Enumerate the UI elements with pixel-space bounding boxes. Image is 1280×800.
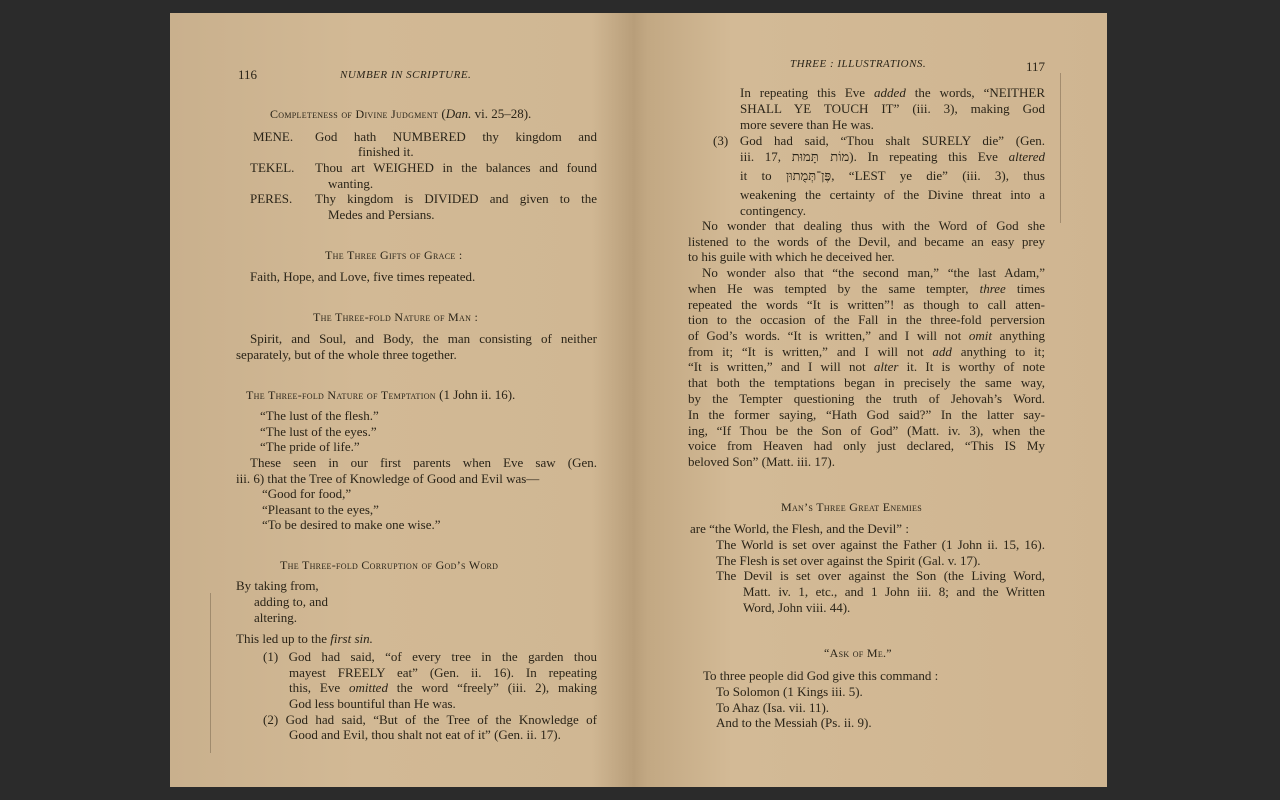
paragraph: it to פֶּן־תְּמֻתוּן, “LEST ye die” (iii. 3), thus [740,168,1045,184]
paragraph: No wonder also that “the second man,” “the last Adam,” [702,265,1045,280]
left-page [170,13,637,787]
paragraph: beloved Son” (Matt. iii. 17). [688,454,835,469]
paragraph: repeated the words “It is written”! as though to call atten- [688,297,1045,312]
paragraph: mayest FREELY eat” (Gen. ii. 16). In repeating [289,665,597,680]
paragraph: by the Tempter questioning the truth of Jehovah’s Word. [688,391,1045,406]
paragraph: Matt. iv. 1, etc., and 1 John iii. 8; and the Written [743,584,1045,599]
paragraph: contingency. [740,203,806,218]
section-heading: “Ask of Me.” [824,646,892,660]
page-number: 116 [238,67,258,82]
section-heading: The Three-fold Nature of Man : [313,310,479,324]
paragraph: The Devil is set over against the Son (the Living Word, [716,568,1045,583]
paragraph: weakening the certainty of the Divine threat into a [740,187,1045,202]
peres-label: PERES. [250,191,293,206]
section-heading: The Three-fold Corruption of God’s Word [280,558,499,572]
quote-line: “The lust of the eyes.” [260,424,377,439]
paragraph: voice from Heaven had only just declared, “This IS My [688,438,1045,453]
paragraph: To three people did God give this command : [703,668,939,683]
quote-line: “The lust of the flesh.” [260,408,379,423]
peres-text: Thy kingdom is DIVIDED and given to the [315,191,597,206]
margin-mark [210,593,211,753]
paragraph: Spirit, and Soul, and Body, the man consisting of neither [250,331,597,346]
paragraph: No wonder that dealing thus with the Word of God she [702,218,1045,233]
paragraph: (3) God had said, “Thou shalt SURELY die” (Gen. [713,133,1045,148]
paragraph: To Solomon (1 Kings iii. 5). [716,684,863,699]
paragraph: more severe than He was. [740,117,874,132]
section-heading: Man’s Three Great Enemies [781,500,922,514]
section-heading: Completeness of Divine Judgment (Dan. vi. 25–28). [270,106,532,121]
paragraph: of God’s words. “It is written,” and I will not omit anything [688,328,1046,343]
section-heading: The Three Gifts of Grace : [325,248,463,262]
mene-text-cont: finished it. [358,144,414,159]
quote-line: “Good for food,” [262,486,352,501]
paragraph: In the former saying, “Hath God said?” In the latter say- [688,407,1045,422]
paragraph: Faith, Hope, and Love, five times repeated. [250,269,476,284]
paragraph: These seen in our first parents when Eve saw (Gen. [250,455,597,470]
paragraph: And to the Messiah (Ps. ii. 9). [716,715,872,730]
paragraph: This led up to the first sin. [236,631,373,646]
paragraph: The World is set over against the Father (1 John ii. 15, 16). [716,537,1045,552]
book-scan [170,13,1107,787]
paragraph: from it; “It is written,” and I will not add anything to it; [688,344,1045,359]
quote-line: “To be desired to make one wise.” [262,517,441,532]
paragraph: altering. [254,610,297,625]
paragraph: Good and Evil, thou shalt not eat of it” (Gen. ii. 17). [289,727,561,742]
running-head: THREE : ILLUSTRATIONS. [790,58,927,70]
paragraph: iii. 6) that the Tree of Knowledge of Good and Evil was— [236,471,540,486]
paragraph: separately, but of the whole three together. [236,347,457,362]
paragraph: God less bountiful than He was. [289,696,456,711]
paragraph: to his guile with which he deceived her. [688,249,895,264]
paragraph: that both the temptations began in precisely the same way, [688,375,1045,390]
paragraph: The Flesh is set over against the Spirit (Gal. v. 17). [716,553,981,568]
section-heading: The Three-fold Nature of Temptation (1 John ii. 16). [246,387,516,402]
peres-text-cont: Medes and Persians. [328,207,435,222]
paragraph: ing, “If Thou be the Son of God” (Matt. iv. 3), when the [688,423,1045,438]
paragraph: (1) God had said, “of every tree in the garden thou [263,649,597,664]
margin-mark [1060,73,1061,223]
mene-text: God hath NUMBERED thy kingdom and [315,129,597,144]
tekel-text-cont: wanting. [328,176,374,191]
page-number: 117 [1026,59,1046,74]
paragraph: Word, John viii. 44). [743,600,851,615]
tekel-text: Thou art WEIGHED in the balances and found [315,160,597,175]
paragraph: when He was tempted by the same tempter, three times [688,281,1045,296]
paragraph: listened to the words of the Devil, and became an easy prey [688,234,1045,249]
paragraph: (2) God had said, “But of the Tree of the Knowledge of [263,712,597,727]
tekel-label: TEKEL. [250,160,295,175]
paragraph: this, Eve omitted the word “freely” (iii. 2), making [289,680,597,695]
paragraph: iii. 17, מוֹת תָּמוּת). In repeating this Eve altered [740,149,1046,165]
quote-line: “Pleasant to the eyes,” [262,502,379,517]
paragraph: are “the World, the Flesh, and the Devil” : [690,521,909,536]
paragraph: SHALL YE TOUCH IT” (iii. 3), making God [740,101,1045,116]
paragraph: tion to the occasion of the Fall in the three-fold perversion [688,312,1045,327]
paragraph: adding to, and [254,594,329,609]
paragraph: By taking from, [236,578,319,593]
paragraph: In repeating this Eve added the words, “NEITHER [740,85,1045,100]
running-head: NUMBER IN SCRIPTURE. [340,69,472,81]
quote-line: “The pride of life.” [260,439,360,454]
paragraph: “It is written,” and I will not alter it. It is worthy of note [688,359,1045,374]
paragraph: To Ahaz (Isa. vii. 11). [716,700,830,715]
right-page [640,13,1107,787]
mene-label: MENE. [253,129,294,144]
